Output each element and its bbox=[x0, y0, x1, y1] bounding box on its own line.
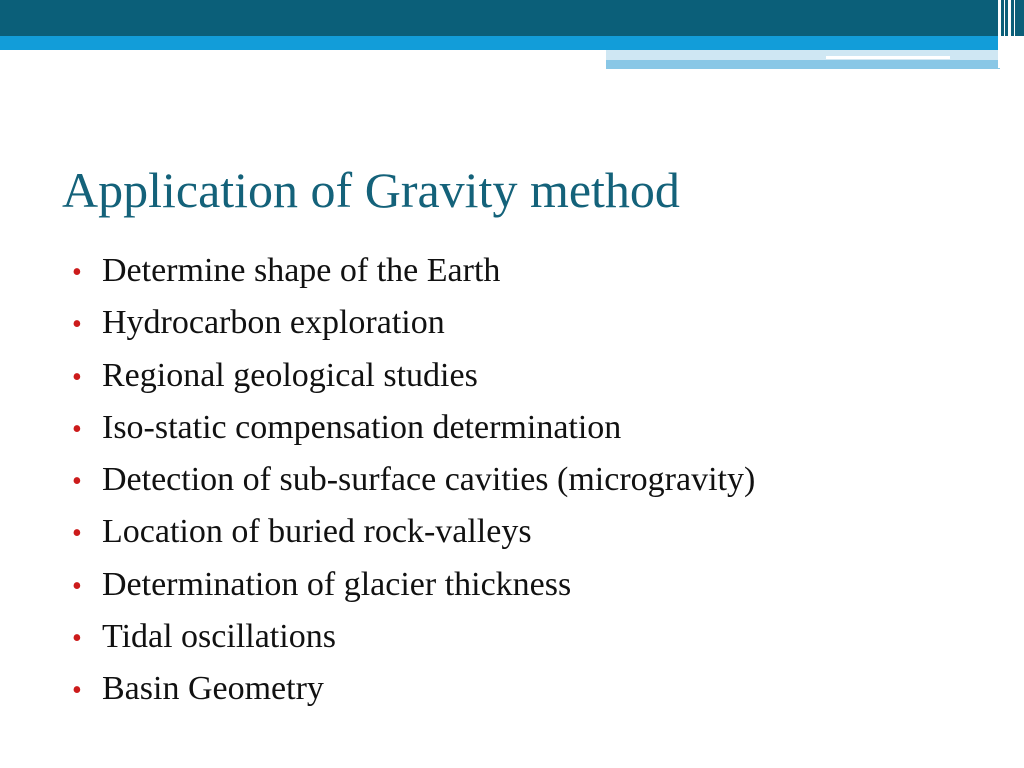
header-vertical-lines bbox=[994, 0, 1024, 68]
bullet-dot-icon: • bbox=[72, 623, 82, 655]
bullet-dot-icon: • bbox=[72, 309, 82, 341]
bullet-dot-icon: • bbox=[72, 257, 82, 288]
bullet-dot-icon: • bbox=[72, 675, 82, 707]
bullet-dot-icon: • bbox=[72, 361, 82, 393]
header-banner-light bbox=[0, 36, 1000, 50]
list-item bbox=[72, 245, 755, 297]
bullet-dot-icon: • bbox=[72, 413, 82, 445]
header-stripe-white bbox=[826, 56, 950, 59]
list-item-text: Iso-static compensation determination bbox=[102, 408, 622, 446]
vertical-line bbox=[998, 0, 1001, 68]
vertical-line bbox=[1008, 0, 1011, 68]
list-item-text: Location of buried rock-valleys bbox=[102, 513, 532, 551]
list-item bbox=[72, 663, 755, 715]
list-item-text: Regional geological studies bbox=[102, 356, 478, 394]
slide-title: Application of Gravity method bbox=[62, 162, 680, 218]
bullet-dot-icon: • bbox=[72, 518, 82, 550]
list-item bbox=[72, 506, 755, 558]
list-item-text: Tidal oscillations bbox=[102, 618, 336, 656]
list-item-text: Determination of glacier thickness bbox=[102, 565, 572, 603]
bullet-dot-icon: • bbox=[72, 466, 82, 498]
vertical-line bbox=[1014, 0, 1015, 68]
list-item-text: Determine shape of the Earth bbox=[102, 252, 501, 289]
header-banner-dark bbox=[0, 0, 1024, 36]
list-item bbox=[72, 350, 755, 402]
list-item bbox=[72, 297, 755, 349]
list-item bbox=[72, 454, 755, 506]
header-stripe-blue bbox=[606, 60, 1000, 69]
list-item bbox=[72, 611, 755, 663]
list-item bbox=[72, 402, 755, 454]
bullet-list bbox=[72, 245, 755, 716]
list-item-text: Detection of sub-surface cavities (microgravity) bbox=[102, 461, 756, 499]
bullet-dot-icon: • bbox=[72, 570, 82, 602]
list-item-text: Basin Geometry bbox=[102, 670, 324, 708]
list-item bbox=[72, 559, 755, 611]
list-item-text: Hydrocarbon exploration bbox=[102, 304, 445, 342]
vertical-line bbox=[1004, 0, 1005, 68]
